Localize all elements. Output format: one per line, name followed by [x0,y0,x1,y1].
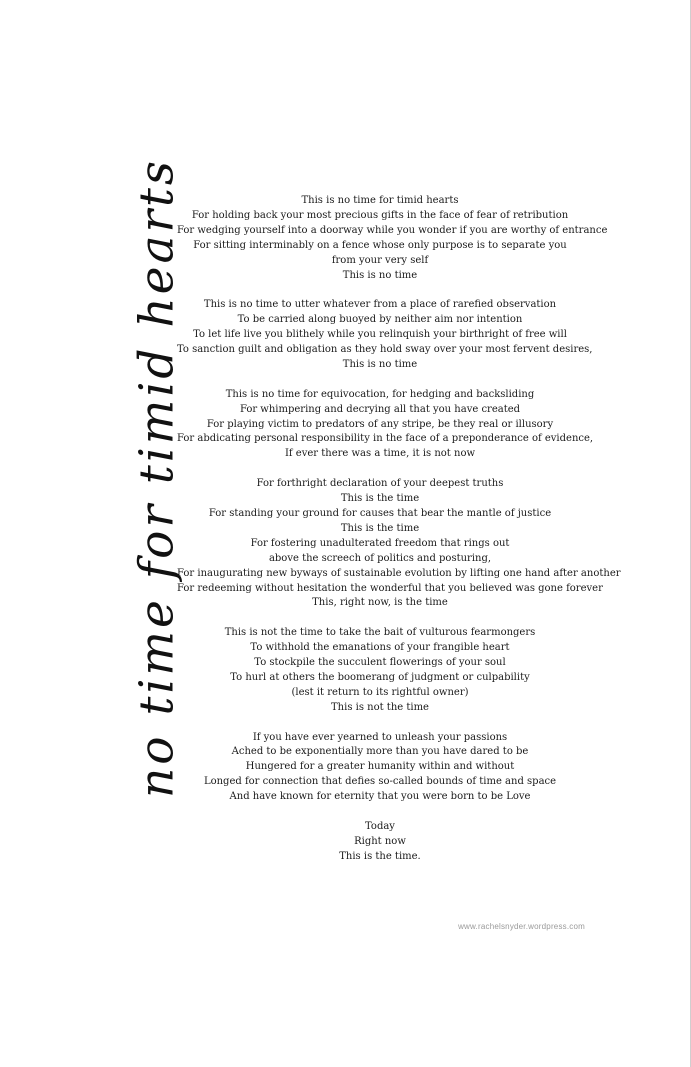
poem-line: This is the time [340,493,420,505]
poem-line: For abdicating personal responsibility in the face of a preponderance of evidence, [177,433,594,445]
stanza [177,820,583,865]
poem-line: For wedging yourself into a doorway while you wonder if you are worthy of entrance [177,224,608,236]
poem-line: Today [365,820,395,832]
poem-line: If ever there was a time, it is not now [284,448,476,460]
poem-line: To hurl at others the boomerang of judgment or culpability [230,671,530,683]
poem-line: This, right now, is the time [312,597,448,609]
poem-line: Hungered for a greater humanity within and without [245,761,515,773]
poem-line: For playing victim to predators of any stripe, be they real or illusory [206,418,554,430]
poem-line: For inaugurating new byways of sustainable evolution by lifting one hand after another [177,567,621,579]
stanza [177,194,608,283]
poem-line: This is no time [342,269,418,281]
poem-line: For redeeming without hesitation the wonderful that you believed was gone forever [177,582,603,594]
poem-line: Ached to be exponentially more than you have dared to be [231,746,529,758]
footer-url: www.rachelsnyder.wordpress.com [458,922,585,931]
stanza [177,298,593,373]
poem-line: For fostering unadulterated freedom that rings out [250,537,510,549]
poem-line: above the screech of politics and posturing, [268,552,492,564]
poem-line: And have known for eternity that you were born to be Love [229,791,531,803]
poem-line: This is no time for timid hearts [301,195,459,206]
poem-line: This is not the time [331,701,429,713]
poem-line: To sanction guilt and obligation as they hold sway over your most fervent desires, [177,344,593,356]
poem-line: To stockpile the succulent flowerings of your soul [254,657,506,669]
stanza [177,477,621,611]
poem-body [177,194,621,865]
vertical-title: no time for timid hearts [129,158,185,798]
poem-line: Longed for connection that defies so-called bounds of time and space [203,776,557,788]
poem-line: To withhold the emanations of your frangible heart [250,642,510,654]
poem-line: This is the time. [339,850,421,862]
stanza [177,388,594,463]
poem-line: For holding back your most precious gifts in the face of fear of retribution [191,209,569,221]
poem-line: If you have ever yearned to unleash your passions [252,731,508,743]
poem-line: This is no time [342,358,418,370]
poem-line: To let life live you blithely while you relinquish your birthright of free will [193,329,567,341]
poem-line: For standing your ground for causes that bear the mantle of justice [208,507,552,519]
poem-line: This is the time [340,522,420,534]
poem-line: For forthright declaration of your deepest truths [256,478,504,490]
poem-line: This is no time to utter whatever from a place of rarefied observation [203,299,557,311]
poem-line: (lest it return to its rightful owner) [291,686,469,698]
poem-line: Right now [354,835,406,847]
stanza [177,731,583,806]
poem-line: To be carried along buoyed by neither aim nor intention [237,314,523,326]
poem-line: For whimpering and decrying all that you have created [239,403,521,415]
poem-line: This is not the time to take the bait of vulturous fearmongers [224,627,536,639]
stanza [177,626,583,715]
poem-line: This is no time for equivocation, for hedging and backsliding [225,388,535,400]
poem-line: For sitting interminably on a fence whose only purpose is to separate you [193,239,567,251]
poem-line: from your very self [331,254,429,266]
